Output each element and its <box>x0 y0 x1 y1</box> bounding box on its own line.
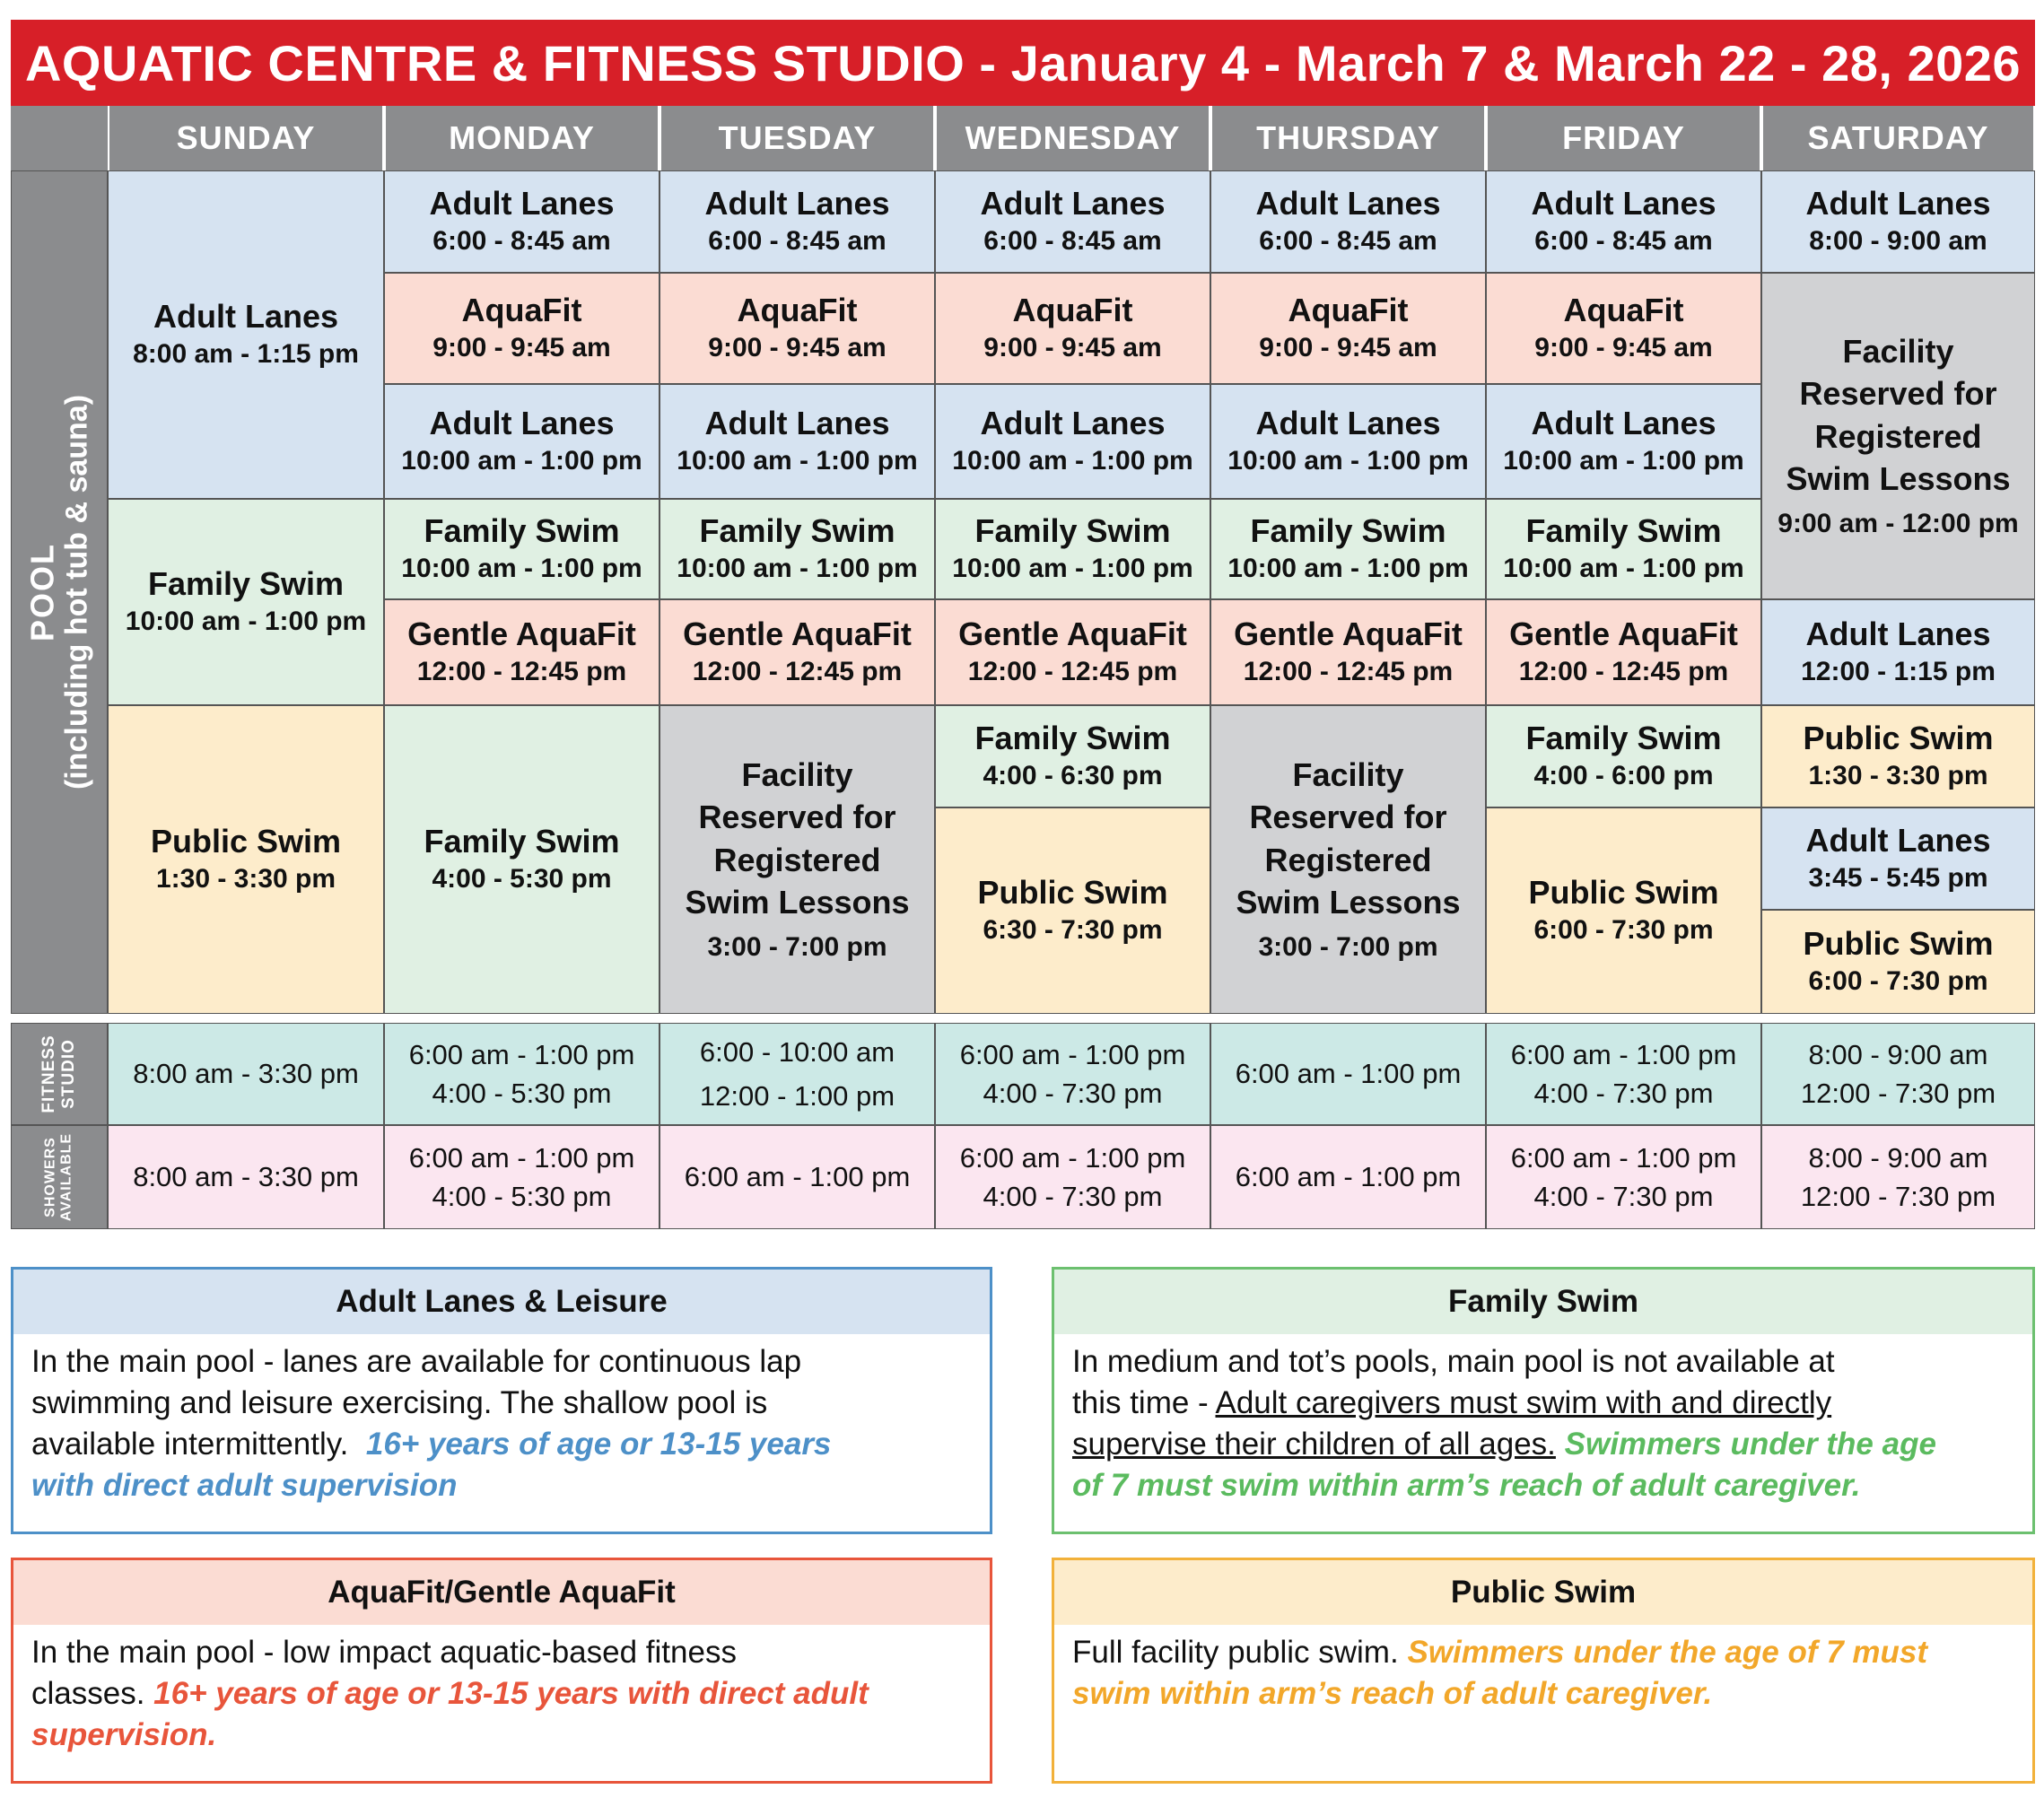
activity-name: Adult Lanes <box>1805 822 1991 860</box>
activity-time: 9:00 - 9:45 am <box>1259 333 1437 363</box>
activity-name: Family Swim <box>1525 720 1722 757</box>
activity-name: Adult Lanes <box>429 185 615 223</box>
activity-time: 10:00 am - 1:00 pm <box>1227 446 1469 476</box>
hours-line: 4:00 - 5:30 pm <box>432 1078 612 1109</box>
fitness-label: FITNESS <box>39 1034 59 1113</box>
legend-text: Full facility public swim. <box>1072 1635 1399 1670</box>
legend-body <box>13 1625 990 1756</box>
saturday-adult-lanes-midday <box>1761 599 2035 705</box>
legend-text: classes. <box>31 1676 145 1711</box>
fitness-wednesday <box>935 1023 1210 1125</box>
activity-time: 12:00 - 1:15 pm <box>1801 657 1996 687</box>
activity-name: Public Swim <box>1528 874 1719 912</box>
showers-sunday <box>108 1125 384 1229</box>
activity-name: Adult Lanes <box>980 185 1166 223</box>
hours-line: 4:00 - 7:30 pm <box>983 1078 1163 1109</box>
header-corner <box>11 106 108 170</box>
activity-time: 10:00 am - 1:00 pm <box>1503 554 1744 584</box>
legend-underline: Adult caregivers must swim with and directly <box>1215 1385 1832 1420</box>
showers-saturday <box>1761 1125 2035 1229</box>
legend-line <box>1072 1632 2014 1673</box>
wednesday-aquafit <box>935 273 1210 384</box>
friday-adult-lanes-early <box>1486 170 1761 273</box>
hours-line: 6:00 am - 1:00 pm <box>408 1038 635 1070</box>
legend-aquafit <box>11 1558 992 1784</box>
legend-emphasis: swim within arm’s reach of adult caregiver. <box>1072 1676 1713 1711</box>
activity-name: Adult Lanes <box>429 405 615 442</box>
activity-time: 3:00 - 7:00 pm <box>1258 931 1438 962</box>
activity-name: Public Swim <box>1803 925 1994 963</box>
activity-time: 10:00 am - 1:00 pm <box>1503 446 1744 476</box>
legend-emphasis: Swimmers under the age <box>1564 1427 1936 1462</box>
showers-friday <box>1486 1125 1761 1229</box>
activity-name: Adult Lanes <box>1805 185 1991 223</box>
activity-time: 8:00 am - 1:15 pm <box>133 339 359 370</box>
fitness-label: STUDIO <box>59 1039 78 1109</box>
activity-name: Adult Lanes <box>980 405 1166 442</box>
legend-line: In the main pool - low impact aquatic-based fitness <box>31 1635 737 1670</box>
activity-name: Adult Lanes <box>1255 185 1441 223</box>
saturday-public-swim-afternoon <box>1761 705 2035 807</box>
activity-name: Gentle AquaFit <box>1234 615 1463 653</box>
activity-time: 6:30 - 7:30 pm <box>983 915 1163 946</box>
activity-name: Gentle AquaFit <box>407 615 636 653</box>
hours-line: 4:00 - 7:30 pm <box>1533 1078 1714 1109</box>
hours-line: 12:00 - 7:30 pm <box>1800 1078 1996 1109</box>
hours-line: 6:00 - 10:00 am <box>699 1035 895 1068</box>
activity-name: Adult Lanes <box>704 185 890 223</box>
legend-line: swimming and leisure exercising. The shallow pool is <box>31 1385 768 1420</box>
activity-time: 10:00 am - 1:00 pm <box>677 446 918 476</box>
reserved-line: Reserved for <box>698 799 896 836</box>
activity-name: AquaFit <box>1288 292 1409 329</box>
friday-gentle-aquafit <box>1486 599 1761 705</box>
friday-aquafit <box>1486 273 1761 384</box>
activity-time: 10:00 am - 1:00 pm <box>401 446 642 476</box>
reserved-line: Reserved for <box>1249 799 1447 836</box>
activity-time: 4:00 - 6:00 pm <box>1533 761 1714 791</box>
legend-line <box>1072 1424 2014 1465</box>
hours-line: 8:00 am - 3:30 pm <box>133 1161 359 1193</box>
showers-thursday <box>1210 1125 1486 1229</box>
activity-name: Family Swim <box>424 823 620 860</box>
reserved-line: Registered <box>1264 841 1432 878</box>
legend-emphasis: with direct adult supervision <box>31 1468 458 1503</box>
activity-name: AquaFit <box>461 292 582 329</box>
hours-line: 6:00 am - 1:00 pm <box>408 1141 635 1174</box>
activity-name: Family Swim <box>147 565 345 603</box>
activity-time: 4:00 - 5:30 pm <box>432 864 612 895</box>
showers-label: SHOWERS <box>42 1137 58 1218</box>
activity-name: Adult Lanes <box>153 298 338 336</box>
hours-line: 4:00 - 7:30 pm <box>983 1181 1163 1212</box>
hours-line: 6:00 am - 1:00 pm <box>959 1038 1186 1070</box>
sunday-family-swim <box>108 499 384 705</box>
activity-name: Public Swim <box>150 823 342 860</box>
sunday-adult-lanes <box>108 170 384 499</box>
hours-line: 6:00 am - 1:00 pm <box>1510 1038 1737 1070</box>
activity-time: 6:00 - 8:45 am <box>1259 226 1437 257</box>
monday-gentle-aquafit <box>384 599 659 705</box>
day-header-thursday: THURSDAY <box>1210 106 1486 170</box>
legend-emphasis: 16+ years of age or 13-15 years <box>365 1427 832 1462</box>
activity-name: Adult Lanes <box>1531 405 1716 442</box>
activity-name: AquaFit <box>1012 292 1133 329</box>
pool-label: POOL <box>23 543 61 642</box>
showers-monday <box>384 1125 659 1229</box>
fitness-sunday <box>108 1023 384 1125</box>
activity-time: 12:00 - 12:45 pm <box>1243 657 1454 687</box>
legend-line: In the main pool - lanes are available for continuous lap <box>31 1344 802 1379</box>
reserved-line: Facility <box>1292 755 1404 793</box>
activity-time: 10:00 am - 1:00 pm <box>952 446 1193 476</box>
reserved-line: Registered <box>1814 417 1982 455</box>
wednesday-gentle-aquafit <box>935 599 1210 705</box>
fitness-monday <box>384 1023 659 1125</box>
legend-body <box>1054 1625 2032 1715</box>
legend-public-swim <box>1052 1558 2035 1784</box>
activity-time: 12:00 - 12:45 pm <box>967 657 1178 687</box>
activity-time: 6:00 - 8:45 am <box>983 226 1162 257</box>
activity-name: Family Swim <box>1525 512 1722 550</box>
legend-line <box>1072 1383 2014 1424</box>
legend-emphasis: of 7 must swim within arm’s reach of adult caregiver. <box>1072 1468 1861 1503</box>
activity-time: 4:00 - 6:30 pm <box>983 761 1163 791</box>
legend-underline: supervise their children of all ages. <box>1072 1427 1556 1462</box>
activity-time: 9:00 am - 12:00 pm <box>1778 508 2019 538</box>
day-header-saturday: SATURDAY <box>1761 106 2035 170</box>
legend-text: this time - <box>1072 1385 1209 1420</box>
day-header-sunday: SUNDAY <box>108 106 384 170</box>
activity-time: 10:00 am - 1:00 pm <box>125 607 367 637</box>
activity-time: 8:00 - 9:00 am <box>1809 226 1987 257</box>
legend-text: available intermittently. <box>31 1427 349 1462</box>
activity-name: Adult Lanes <box>1805 615 1991 653</box>
thursday-adult-lanes-midday <box>1210 384 1486 499</box>
activity-time: 6:00 - 8:45 am <box>432 226 611 257</box>
legend-body <box>1054 1334 2032 1506</box>
activity-time: 12:00 - 12:45 pm <box>1518 657 1729 687</box>
fitness-side-label <box>11 1023 108 1125</box>
wednesday-family-swim <box>935 499 1210 599</box>
monday-family-swim-evening <box>384 705 659 1014</box>
legend-family-swim <box>1052 1267 2035 1534</box>
activity-time: 6:00 - 8:45 am <box>708 226 887 257</box>
friday-public-swim <box>1486 807 1761 1014</box>
activity-time: 9:00 - 9:45 am <box>708 333 887 363</box>
legend-emphasis: Swimmers under the age of 7 must <box>1407 1635 1928 1670</box>
activity-time: 1:30 - 3:30 pm <box>1808 761 1988 791</box>
pool-sublabel: (including hot tub & sauna) <box>59 394 94 790</box>
activity-name: Family Swim <box>699 512 895 550</box>
activity-name: Family Swim <box>1250 512 1446 550</box>
activity-name: Family Swim <box>974 512 1171 550</box>
legend-line: In medium and tot’s pools, main pool is not available at <box>1072 1344 1835 1379</box>
facilities-grid <box>11 1023 2035 1229</box>
activity-name: Gentle AquaFit <box>683 615 912 653</box>
reserved-line: Swim Lessons <box>685 884 910 921</box>
showers-label: AVAILABLE <box>59 1132 74 1222</box>
activity-time: 10:00 am - 1:00 pm <box>952 554 1193 584</box>
hours-line: 8:00 - 9:00 am <box>1808 1038 1988 1070</box>
saturday-reserved-lessons <box>1761 273 2035 599</box>
fitness-thursday <box>1210 1023 1486 1125</box>
hours-line: 6:00 am - 1:00 pm <box>684 1161 911 1193</box>
saturday-adult-lanes-late <box>1761 807 2035 910</box>
monday-family-swim <box>384 499 659 599</box>
wednesday-adult-lanes-early <box>935 170 1210 273</box>
legend-adult-lanes <box>11 1267 992 1534</box>
thursday-gentle-aquafit <box>1210 599 1486 705</box>
saturday-public-swim-evening <box>1761 910 2035 1014</box>
wednesday-adult-lanes-midday <box>935 384 1210 499</box>
activity-time: 12:00 - 12:45 pm <box>416 657 627 687</box>
tuesday-aquafit <box>659 273 935 384</box>
activity-name: Gentle AquaFit <box>1509 615 1738 653</box>
tuesday-reserved-lessons <box>659 705 935 1014</box>
fitness-saturday <box>1761 1023 2035 1125</box>
showers-wednesday <box>935 1125 1210 1229</box>
legend-emphasis: 16+ years of age or 13-15 years with direct adult <box>153 1676 869 1711</box>
day-header-tuesday: TUESDAY <box>659 106 935 170</box>
tuesday-gentle-aquafit <box>659 599 935 705</box>
activity-name: Adult Lanes <box>1255 405 1441 442</box>
day-header-wednesday: WEDNESDAY <box>935 106 1210 170</box>
hours-line: 12:00 - 1:00 pm <box>699 1080 895 1112</box>
tuesday-family-swim <box>659 499 935 599</box>
activity-name: Family Swim <box>974 720 1171 757</box>
wednesday-public-swim <box>935 807 1210 1014</box>
day-header-monday: MONDAY <box>384 106 659 170</box>
wednesday-family-swim-evening <box>935 705 1210 807</box>
tuesday-adult-lanes-early <box>659 170 935 273</box>
legend-title: Family Swim <box>1054 1270 2032 1334</box>
legend-title: Public Swim <box>1054 1560 2032 1625</box>
sunday-public-swim <box>108 705 384 1014</box>
legend-emphasis: supervision. <box>31 1717 217 1752</box>
activity-time: 6:00 - 7:30 pm <box>1533 915 1714 946</box>
activity-name: Adult Lanes <box>704 405 890 442</box>
tuesday-adult-lanes-midday <box>659 384 935 499</box>
monday-adult-lanes-midday <box>384 384 659 499</box>
legend-body <box>13 1334 990 1506</box>
activity-name: AquaFit <box>737 292 858 329</box>
legend-line <box>31 1673 972 1715</box>
thursday-aquafit <box>1210 273 1486 384</box>
thursday-family-swim <box>1210 499 1486 599</box>
friday-adult-lanes-midday <box>1486 384 1761 499</box>
thursday-adult-lanes-early <box>1210 170 1486 273</box>
schedule-grid <box>11 106 2035 1014</box>
legend-line <box>31 1424 972 1465</box>
activity-time: 10:00 am - 1:00 pm <box>401 554 642 584</box>
activity-time: 12:00 - 12:45 pm <box>692 657 903 687</box>
activity-time: 1:30 - 3:30 pm <box>155 864 336 895</box>
friday-family-swim-evening <box>1486 705 1761 807</box>
pool-side-label <box>11 170 108 1014</box>
activity-name: Public Swim <box>977 874 1168 912</box>
activity-time: 3:00 - 7:00 pm <box>707 931 887 962</box>
monday-aquafit <box>384 273 659 384</box>
fitness-friday <box>1486 1023 1761 1125</box>
reserved-line: Registered <box>713 841 881 878</box>
activity-time: 9:00 - 9:45 am <box>432 333 611 363</box>
activity-time: 9:00 - 9:45 am <box>1534 333 1713 363</box>
saturday-adult-lanes-early <box>1761 170 2035 273</box>
activity-name: Adult Lanes <box>1531 185 1716 223</box>
thursday-reserved-lessons <box>1210 705 1486 1014</box>
monday-adult-lanes-early <box>384 170 659 273</box>
reserved-line: Facility <box>1842 332 1954 370</box>
showers-tuesday <box>659 1125 935 1229</box>
hours-line: 12:00 - 7:30 pm <box>1800 1181 1996 1212</box>
reserved-line: Reserved for <box>1799 375 1997 413</box>
hours-line: 4:00 - 5:30 pm <box>432 1181 612 1212</box>
day-header-friday: FRIDAY <box>1486 106 1761 170</box>
activity-time: 10:00 am - 1:00 pm <box>677 554 918 584</box>
hours-line: 6:00 am - 1:00 pm <box>1235 1161 1462 1193</box>
activity-name: AquaFit <box>1563 292 1684 329</box>
hours-line: 4:00 - 7:30 pm <box>1533 1181 1714 1212</box>
activity-name: Gentle AquaFit <box>958 615 1187 653</box>
hours-line: 6:00 am - 1:00 pm <box>1510 1141 1737 1174</box>
hours-line: 6:00 am - 1:00 pm <box>1235 1058 1462 1090</box>
activity-time: 3:45 - 5:45 pm <box>1808 863 1988 894</box>
reserved-line: Swim Lessons <box>1786 460 2011 498</box>
showers-side-label <box>11 1125 108 1229</box>
legend-title: Adult Lanes & Leisure <box>13 1270 990 1334</box>
activity-time: 6:00 - 7:30 pm <box>1808 966 1988 997</box>
reserved-line: Swim Lessons <box>1236 884 1461 921</box>
hours-line: 6:00 am - 1:00 pm <box>959 1141 1186 1174</box>
activity-name: Family Swim <box>424 512 620 550</box>
legend-title: AquaFit/Gentle AquaFit <box>13 1560 990 1625</box>
friday-family-swim <box>1486 499 1761 599</box>
fitness-tuesday <box>659 1023 935 1125</box>
hours-line: 8:00 - 9:00 am <box>1808 1141 1988 1174</box>
reserved-line: Facility <box>741 755 853 793</box>
activity-time: 10:00 am - 1:00 pm <box>1227 554 1469 584</box>
activity-name: Public Swim <box>1803 720 1994 757</box>
activity-time: 6:00 - 8:45 am <box>1534 226 1713 257</box>
hours-line: 8:00 am - 3:30 pm <box>133 1058 359 1090</box>
schedule-title: AQUATIC CENTRE & FITNESS STUDIO - January 4 - March 7 & March 22 - 28, 2026 <box>11 20 2035 106</box>
activity-time: 9:00 - 9:45 am <box>983 333 1162 363</box>
